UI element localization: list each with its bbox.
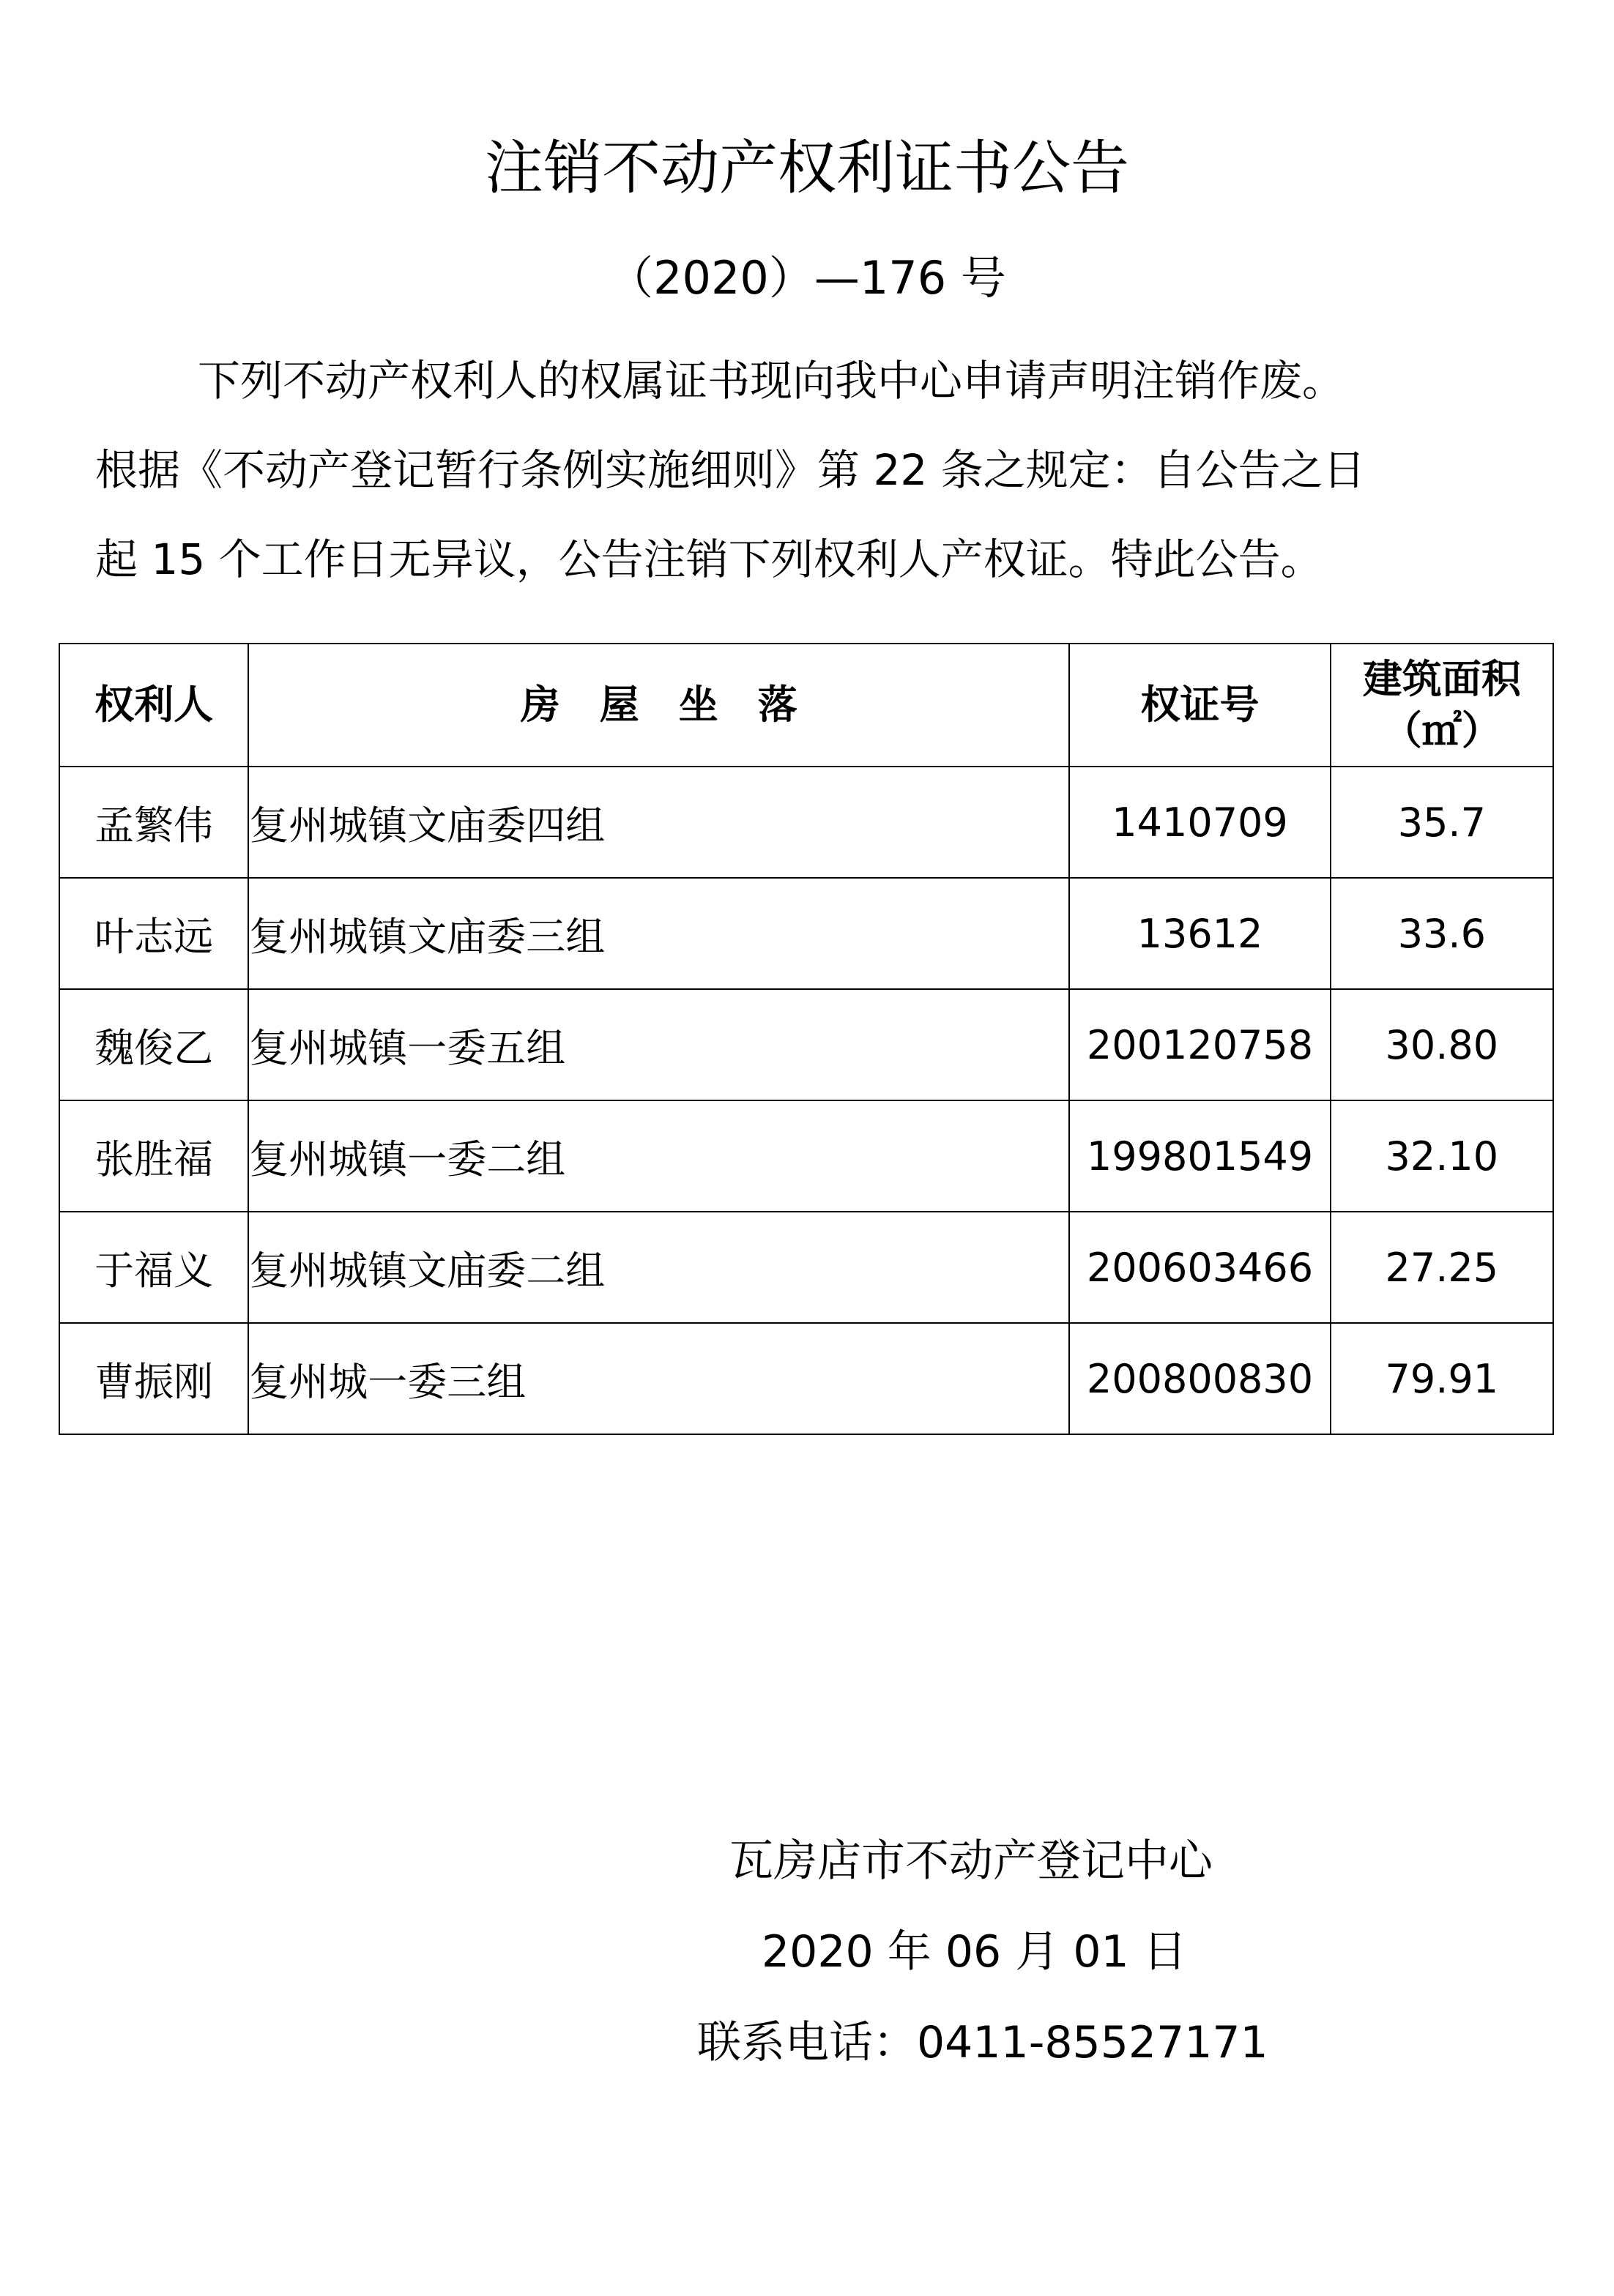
notice-number: （2020）—176 号 [608, 251, 1006, 305]
cell-area: 35.7 [1331, 767, 1553, 878]
header-area-label: 建筑面积 [1362, 656, 1521, 702]
header-cert-number: 权证号 [1069, 644, 1330, 767]
cell-cert-number: 200603466 [1069, 1212, 1330, 1323]
header-location: 房 屋 坐 落 [248, 644, 1069, 767]
cell-location: 复州城一委三组 [248, 1323, 1069, 1434]
cell-holder: 孟繁伟 [59, 767, 248, 878]
cell-area: 79.91 [1331, 1323, 1553, 1434]
records-table [59, 643, 1554, 1435]
cell-cert-number: 13612 [1069, 878, 1330, 989]
table-row [59, 767, 1553, 878]
cell-cert-number: 1410709 [1069, 767, 1330, 878]
cell-location: 复州城镇文庙委三组 [248, 878, 1069, 989]
cell-location: 复州城镇文庙委二组 [248, 1212, 1069, 1323]
header-holder: 权利人 [59, 644, 248, 767]
cell-area: 30.80 [1331, 989, 1553, 1100]
table-header-row [59, 644, 1553, 767]
issuer-name: 瓦房店市不动产登记中心 [729, 1835, 1213, 1887]
cell-holder: 曹振刚 [59, 1323, 248, 1434]
cell-holder: 魏俊乙 [59, 989, 248, 1100]
cell-holder: 于福义 [59, 1212, 248, 1323]
issue-date: 2020 年 06 月 01 日 [762, 1926, 1187, 1978]
notice-paragraph-line-3: 起 15 个工作日无异议，公告注销下列权利人产权证。特此公告。 [95, 534, 1323, 584]
table-row [59, 989, 1553, 1100]
cell-location: 复州城镇一委五组 [248, 989, 1069, 1100]
table-row [59, 1323, 1553, 1434]
cell-holder: 叶志远 [59, 878, 248, 989]
cell-holder: 张胜福 [59, 1100, 248, 1212]
cell-cert-number: 200800830 [1069, 1323, 1330, 1434]
notice-paragraph-line-2: 根据《不动产登记暂行条例实施细则》第 22 条之规定：自公告之日 [95, 445, 1366, 495]
cell-area: 33.6 [1331, 878, 1553, 989]
cell-area: 32.10 [1331, 1100, 1553, 1212]
cell-cert-number: 200120758 [1069, 989, 1330, 1100]
cell-area: 27.25 [1331, 1212, 1553, 1323]
table-row [59, 1212, 1553, 1323]
header-area [1331, 644, 1553, 767]
cell-location: 复州城镇文庙委四组 [248, 767, 1069, 878]
table-row [59, 1100, 1553, 1212]
notice-paragraph-line-1: 下列不动产权利人的权属证书现向我中心申请声明注销作废。 [198, 356, 1345, 406]
cell-cert-number: 199801549 [1069, 1100, 1330, 1212]
cell-location: 复州城镇一委二组 [248, 1100, 1069, 1212]
notice-title: 注销不动产权利证书公告 [485, 134, 1129, 202]
table-row [59, 878, 1553, 989]
header-area-unit: （㎡） [1382, 707, 1501, 753]
contact-phone: 联系电话：0411-85527171 [697, 2017, 1268, 2068]
